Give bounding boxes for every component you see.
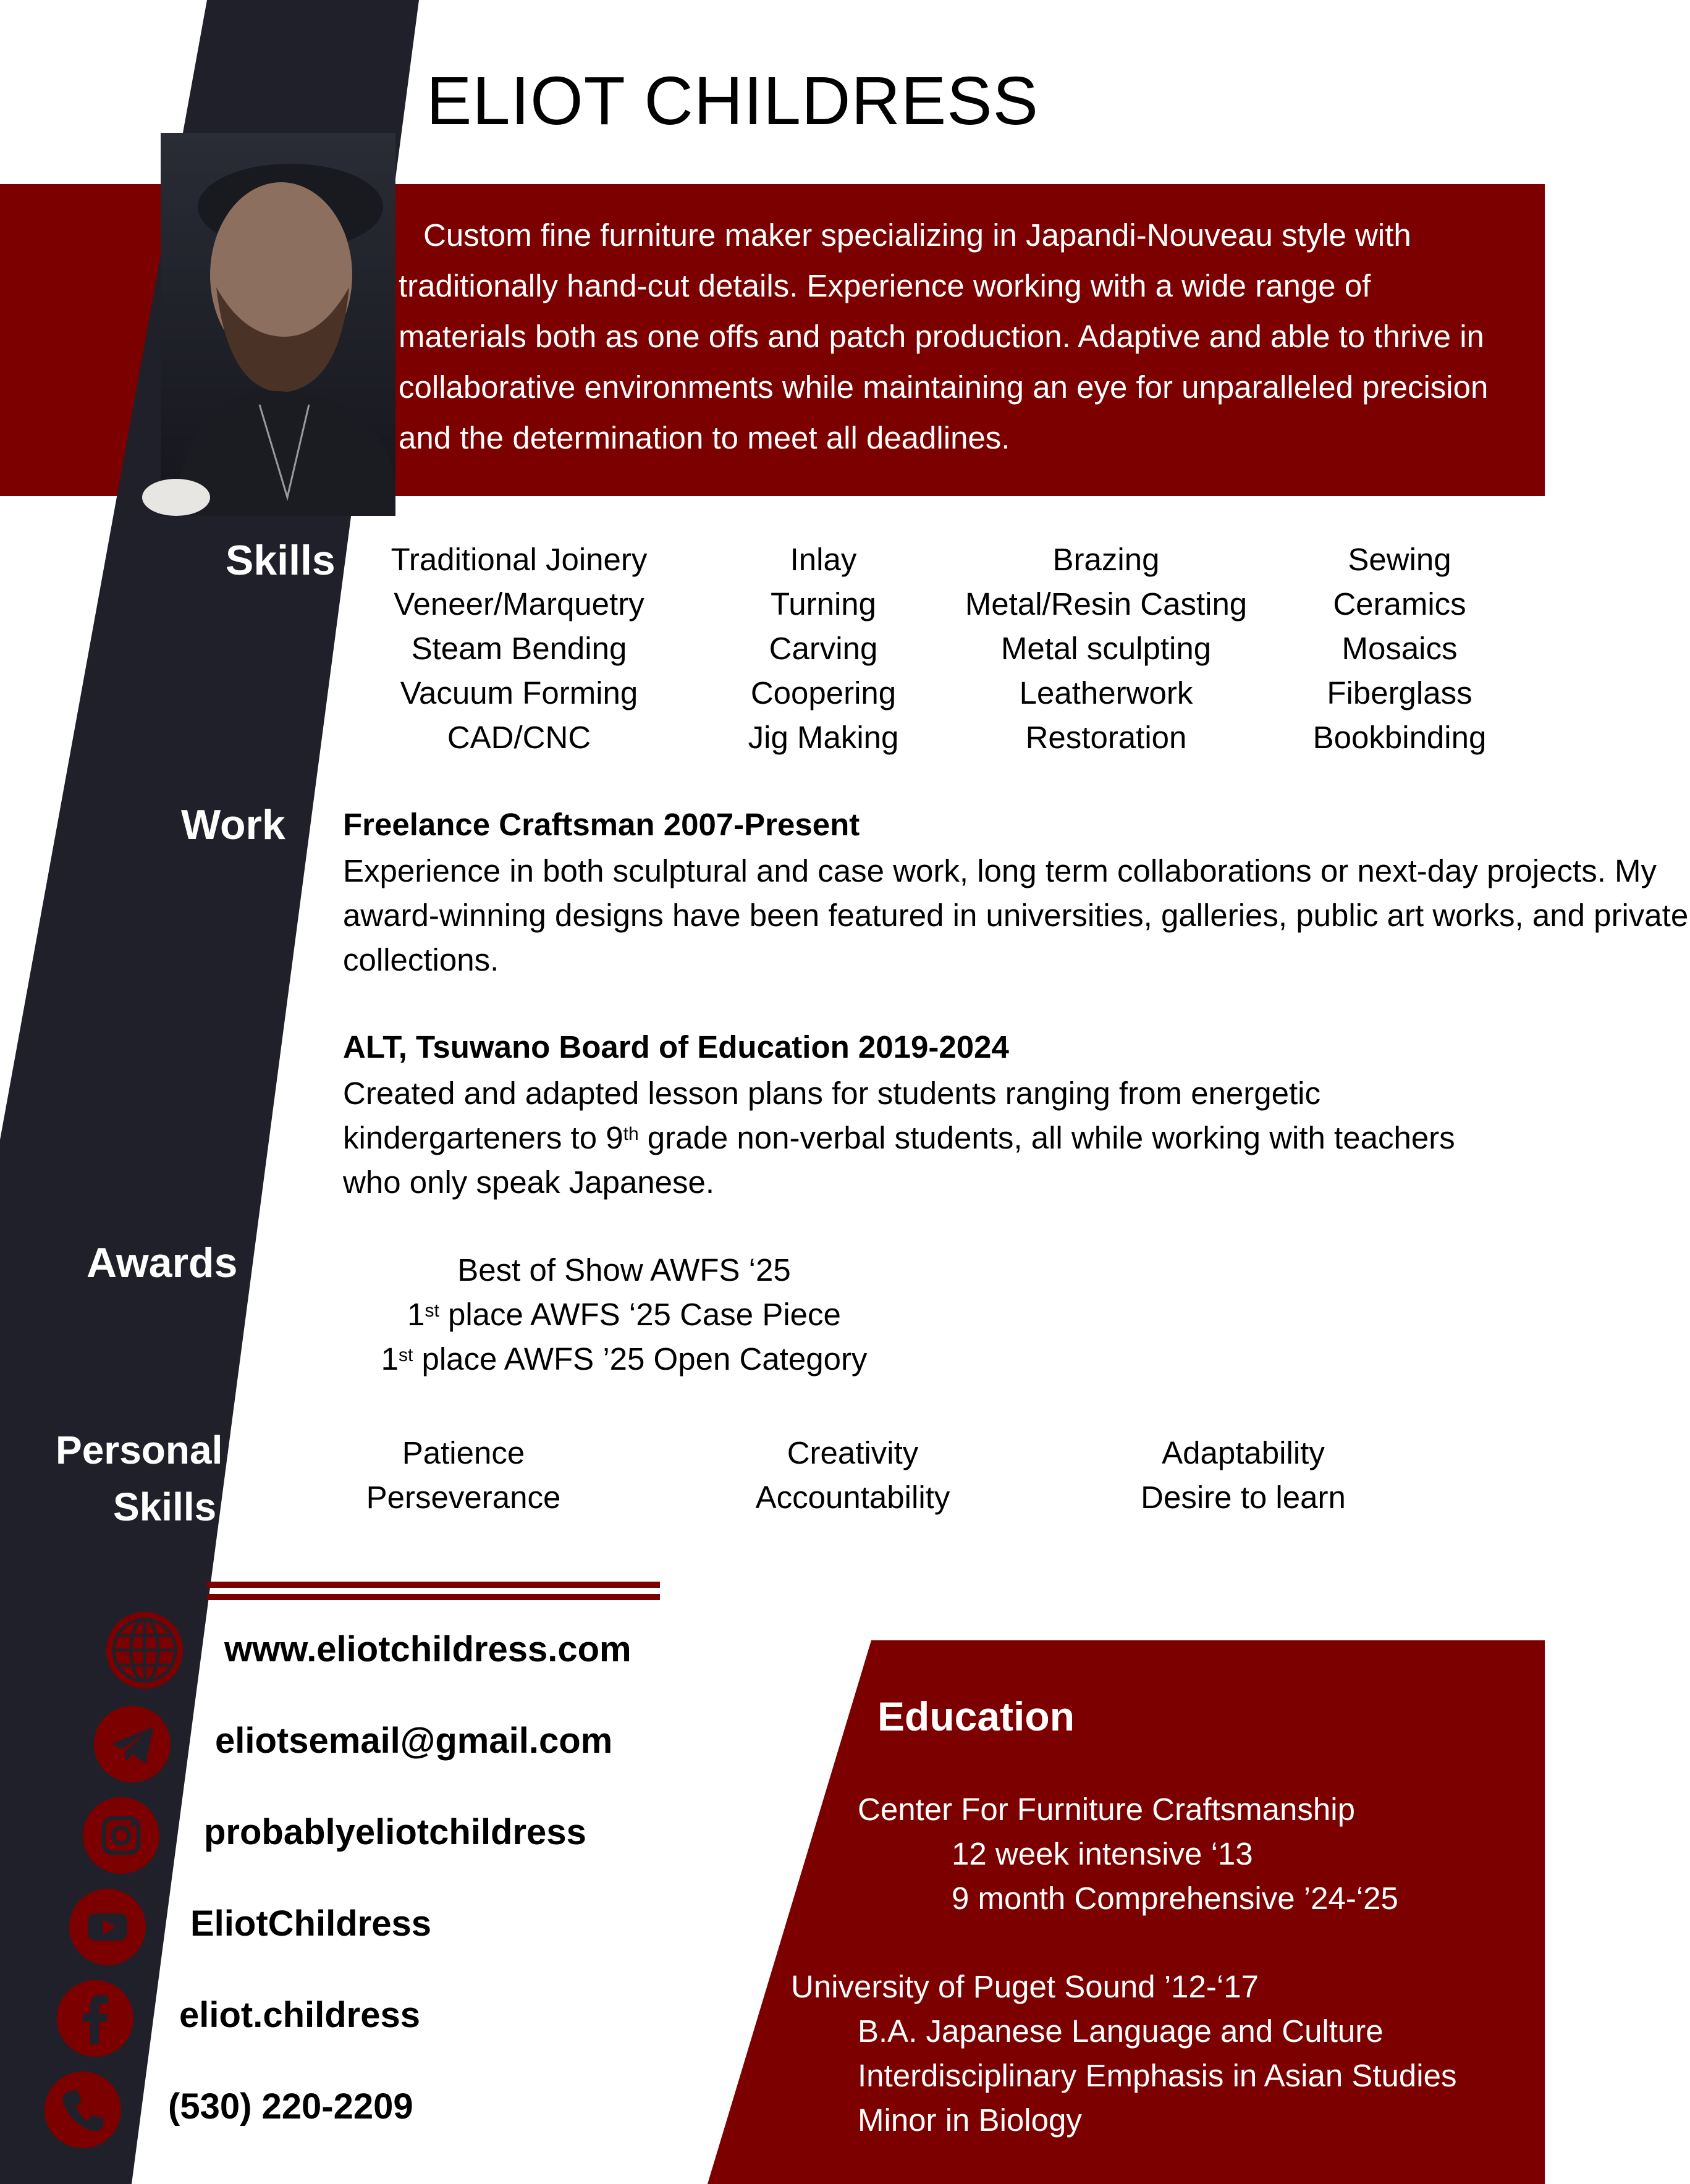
skill-item: Mosaics <box>1341 631 1458 666</box>
skill-item: Carving <box>769 631 878 666</box>
email-link[interactable]: eliotsemail@gmail.com <box>215 1721 613 1761</box>
phone-icon[interactable] <box>44 2072 121 2148</box>
job-title: ALT, Tsuwano Board of Education 2019-2024 <box>343 1029 1009 1065</box>
skill-item: Brazing <box>1052 542 1160 577</box>
summary-text: Custom fine furniture maker specializing in Japandi-Nouveau style with traditionally hand-cut details. Experience working with a wide range of materials both as one offs and patch production. Adaptive and able to thrive in collaborative environments while maintaining an eye for unparalleled precision and the determination to meet all deadlines. <box>399 217 1489 455</box>
personal-skills-column-3 <box>1120 1431 1367 1520</box>
globe-icon <box>106 1612 183 1689</box>
personal-skill-item: Patience <box>402 1435 525 1470</box>
skill-item: Coopering <box>750 675 897 710</box>
skill-item: Fiberglass <box>1327 675 1472 710</box>
personal-skill-item: Desire to learn <box>1141 1480 1346 1515</box>
instagram-handle[interactable]: probablyeliotchildress <box>204 1812 586 1852</box>
phone-number[interactable]: (530) 220-2209 <box>168 2086 413 2127</box>
youtube-handle[interactable]: EliotChildress <box>190 1904 431 1944</box>
skills-label: Skills <box>226 537 336 584</box>
education-label: Education <box>877 1693 1075 1739</box>
page-title: ELIOT CHILDRESS <box>426 63 1039 139</box>
skill-item: Leatherwork <box>1019 675 1193 710</box>
skill-item: CAD/CNC <box>447 720 591 755</box>
skill-item: Turning <box>770 586 877 622</box>
website-link[interactable]: www.eliotchildress.com <box>224 1629 632 1669</box>
skill-item: Restoration <box>1025 720 1187 755</box>
skills-column-3 <box>945 538 1267 760</box>
instagram-icon[interactable] <box>83 1797 159 1874</box>
job-title: Freelance Craftsman 2007-Present <box>343 807 860 842</box>
award-item: 1st place AWFS ’25 Open Category <box>381 1341 868 1377</box>
personal-skill-item: Creativity <box>787 1435 919 1470</box>
school-detail: 9 month Comprehensive ’24-‘25 <box>952 1881 1398 1916</box>
summary <box>399 210 1498 463</box>
award-item: Best of Show AWFS ‘25 <box>457 1252 791 1288</box>
job-description: Created and adapted lesson plans for students ranging from energetic kindergarteners to 9th grade non-verbal students, all while working with teachers who only speak Japanese. <box>343 1076 1455 1200</box>
school-name: Center For Furniture Craftsmanship <box>858 1792 1355 1827</box>
divider-line-1 <box>207 1582 660 1588</box>
skill-item: Sewing <box>1348 542 1451 577</box>
skill-item: Jig Making <box>748 720 899 755</box>
skill-item: Inlay <box>790 542 857 577</box>
telegram-icon[interactable] <box>94 1706 171 1782</box>
divider-line-2 <box>207 1594 660 1600</box>
personal-skills-column-2 <box>729 1431 976 1520</box>
skill-item: Metal sculpting <box>1000 631 1212 666</box>
personal-skill-item: Accountability <box>755 1480 950 1515</box>
profile-photo <box>136 133 395 516</box>
skill-item: Traditional Joinery <box>391 542 648 577</box>
school-detail: Interdisciplinary Emphasis in Asian Studies <box>858 2058 1457 2093</box>
skill-item: Ceramics <box>1333 586 1466 622</box>
skill-item: Vacuum Forming <box>400 675 638 710</box>
facebook-handle[interactable]: eliot.childress <box>179 1995 421 2035</box>
skills-column-1 <box>365 538 674 760</box>
school-name: University of Puget Sound ’12-‘17 <box>791 1969 1259 2004</box>
personal-skill-item: Adaptability <box>1162 1435 1325 1470</box>
school-detail: 12 week intensive ‘13 <box>952 1836 1253 1871</box>
work-label: Work <box>181 801 285 848</box>
awards-list <box>346 1248 902 1381</box>
award-item: 1st place AWFS ‘25 Case Piece <box>407 1297 841 1332</box>
skill-item: Metal/Resin Casting <box>965 586 1248 622</box>
skill-item: Bookbinding <box>1312 720 1487 755</box>
job-description: Experience in both sculptural and case work, long term collaborations or next-day projects. My award-winning designs have been featured in universities, galleries, public art works, and private collections. <box>343 853 1689 977</box>
skill-item: Veneer/Marquetry <box>394 586 644 622</box>
personal-skills-label: Personal <box>56 1428 223 1472</box>
facebook-icon[interactable] <box>57 1980 133 2057</box>
school-detail: Minor in Biology <box>858 2102 1082 2138</box>
skills-column-2 <box>711 538 936 760</box>
skill-item: Steam Bending <box>411 631 627 666</box>
awards-label: Awards <box>87 1239 238 1286</box>
personal-skill-item: Perseverance <box>366 1480 561 1515</box>
youtube-icon[interactable] <box>69 1889 146 1965</box>
personal-skills-column-1 <box>340 1431 587 1520</box>
personal-skills-label-2: Skills <box>113 1485 217 1529</box>
skills-column-4 <box>1285 538 1514 760</box>
school-detail: B.A. Japanese Language and Culture <box>858 2013 1384 2049</box>
